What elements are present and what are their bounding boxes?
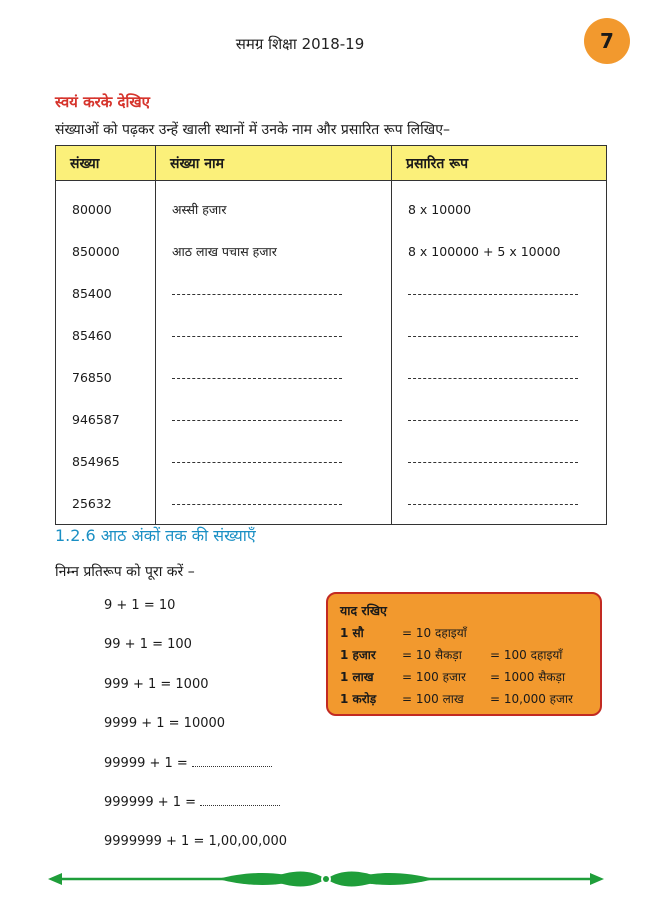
table-row — [56, 230, 607, 272]
name-blank[interactable] — [172, 504, 342, 505]
cell-expanded: 8 x 100000 + 5 x 10000 — [392, 230, 607, 272]
expanded-blank[interactable] — [408, 462, 578, 463]
pattern-instruction: निम्न प्रतिरूप को पूरा करें – — [55, 564, 195, 580]
remember-equiv-1: = 10 सैकड़ा — [402, 648, 462, 662]
section-instruction: संख्याओं को पढ़कर उन्हें खाली स्थानों में उनके नाम और प्रसारित रूप लिखिए– — [55, 122, 450, 138]
expanded-blank[interactable] — [408, 378, 578, 379]
table-header-row — [56, 146, 607, 181]
name-blank[interactable] — [172, 420, 342, 421]
remember-equiv-2: = 10,000 हजार — [490, 692, 573, 706]
remember-equiv-1: = 10 दहाइयाँ — [402, 626, 467, 640]
remember-unit: 1 करोड़ — [340, 692, 377, 706]
expanded-blank[interactable] — [408, 336, 578, 337]
header-number: संख्या — [56, 146, 156, 181]
name-blank[interactable] — [172, 378, 342, 379]
cell-number: 85400 — [56, 272, 156, 314]
pattern-line: 9 + 1 = 10 — [104, 598, 176, 613]
cell-name: अस्सी हजार — [156, 181, 392, 231]
section-heading: स्वयं करके देखिए — [55, 93, 150, 111]
cell-name: आठ लाख पचास हजार — [156, 230, 392, 272]
table-row — [56, 314, 607, 356]
table-row — [56, 181, 607, 231]
table-row — [56, 398, 607, 440]
cell-number: 850000 — [56, 230, 156, 272]
name-blank[interactable] — [172, 294, 342, 295]
decorative-footer-divider — [48, 866, 604, 892]
remember-row — [340, 624, 600, 644]
pattern-line: 9999999 + 1 = 1,00,00,000 — [104, 834, 288, 849]
remember-unit: 1 सौ — [340, 626, 364, 640]
remember-equiv-2: = 100 दहाइयाँ — [490, 648, 563, 662]
remember-equiv-1: = 100 लाख — [402, 692, 464, 706]
expanded-blank[interactable] — [408, 294, 578, 295]
remember-box — [326, 592, 602, 716]
answer-blank[interactable] — [200, 805, 280, 806]
remember-row — [340, 668, 600, 688]
expanded-blank[interactable] — [408, 420, 578, 421]
remember-equiv-1: = 100 हजार — [402, 670, 466, 684]
answer-blank[interactable] — [192, 766, 272, 767]
table-row — [56, 440, 607, 482]
cell-number: 854965 — [56, 440, 156, 482]
cell-number: 946587 — [56, 398, 156, 440]
table-row — [56, 482, 607, 525]
pattern-line: 99 + 1 = 100 — [104, 637, 192, 652]
page-header-title: समग्र शिक्षा 2018-19 — [235, 35, 365, 53]
pattern-line: 9999 + 1 = 10000 — [104, 716, 226, 731]
table-row — [56, 272, 607, 314]
cell-number: 85460 — [56, 314, 156, 356]
expanded-blank[interactable] — [408, 504, 578, 505]
cell-expanded: 8 x 10000 — [392, 181, 607, 231]
name-blank[interactable] — [172, 336, 342, 337]
pattern-line: 99999 + 1 = — [104, 756, 188, 771]
pattern-line: 999999 + 1 = — [104, 795, 197, 810]
header-expanded-form: प्रसारित रूप — [392, 146, 607, 181]
remember-row — [340, 646, 600, 666]
header-number-name: संख्या नाम — [156, 146, 392, 181]
remember-title: याद रखिए — [340, 603, 387, 618]
pattern-line: 999 + 1 = 1000 — [104, 677, 209, 692]
remember-unit: 1 लाख — [340, 670, 374, 684]
cell-number: 80000 — [56, 181, 156, 231]
remember-row — [340, 690, 600, 710]
cell-number: 76850 — [56, 356, 156, 398]
remember-equiv-2: = 1000 सैकड़ा — [490, 670, 566, 684]
name-blank[interactable] — [172, 462, 342, 463]
table-row — [56, 356, 607, 398]
cell-number: 25632 — [56, 482, 156, 525]
number-names-table — [55, 145, 607, 525]
subsection-heading: 1.2.6 आठ अंकों तक की संख्याएँ — [55, 526, 256, 545]
remember-unit: 1 हजार — [340, 648, 376, 662]
page-number-badge: 7 — [584, 18, 630, 64]
